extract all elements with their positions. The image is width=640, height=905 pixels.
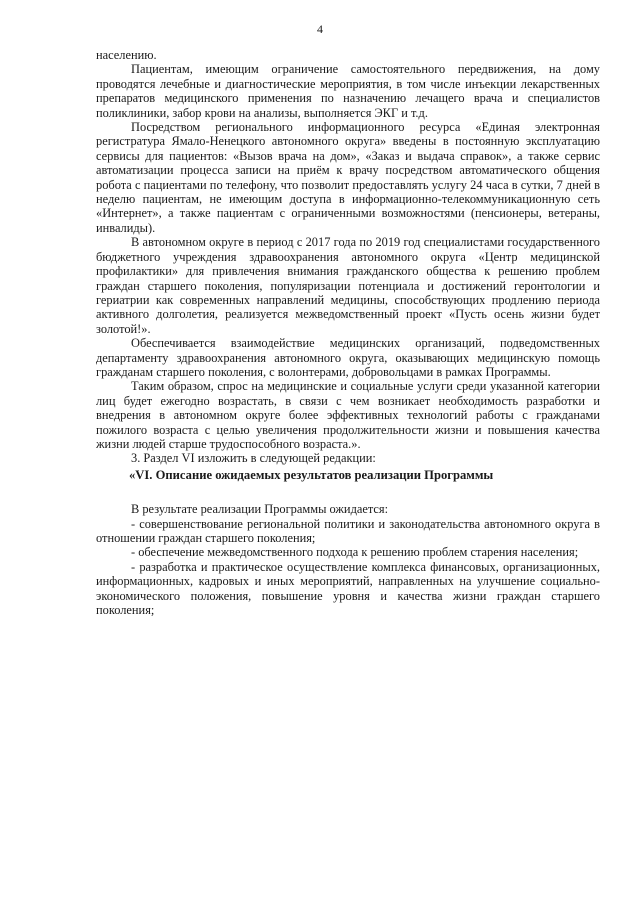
page-number: 4 [317, 22, 323, 36]
spacer [96, 482, 600, 502]
document-body [96, 48, 600, 617]
paragraph: Посредством регионального информационного ресурса «Единая электронная регистратура Ямало-Ненецкого автономного округа» введены в постоянную эксплуатацию сервисы для пациентов: «Вызов врача на дом», «Заказ и выдача справок», а также сервис автоматизации процесса записи на приём к врачу посредством автоматического общения робота с пациентами по телефону, что позволит предоставлять услугу 24 часа в сутки, 7 дней в неделю пациентам, не имеющим доступа в информационно-телекоммуникационную сеть «Интернет», а также пациентам с ограниченными возможностями (пенсионеры, ветераны, инвалиды). [96, 120, 600, 235]
paragraphs-top [96, 48, 600, 466]
paragraphs-bottom [96, 502, 600, 617]
paragraph: 3. Раздел VI изложить в следующей редакции: [131, 451, 376, 466]
paragraph: Обеспечивается взаимодействие медицинских организаций, подведомственных департаменту здравоохранения автономного округа, оказывающих медицинскую помощь гражданам старшего поколения, с волонтерами, добровольцами в рамках Программы. [96, 336, 600, 379]
paragraph: Таким образом, спрос на медицинские и социальные услуги среди указанной категории лиц будет ежегодно возрастать, в связи с чем возникает необходимость разработки и внедрения в автономном округе более эффективных технологий работы с гражданами пожилого возраста с целью увеличения продолжительности жизни и повышения качества жизни людей старше трудоспособного возраста.». [96, 379, 600, 451]
paragraph: В автономном округе в период с 2017 года по 2019 год специалистами государственного бюджетного учреждения здравоохранения автономного округа «Центр медицинской профилактики» для привлечения внимания гражданского общества к решению проблем граждан старшего поколения, популяризации потенциала и достижений геронтологии и гериатрии как современных направлений медицины, способствующих продлению периода активного долголетия, реализуется межведомственный проект «Пусть осень жизни будет золотой!». [96, 235, 600, 336]
paragraph: Пациентам, имеющим ограничение самостоятельного передвижения, на дому проводятся лечебные и диагностические мероприятия, в том числе инъекции лекарственных препаратов медицинского применения по назначению лечащего врача и специалистов поликлиники, забор крови на анализы, выполняется ЭКГ и т.д. [96, 62, 600, 120]
paragraph: населению. [96, 48, 157, 62]
list-item: - разработка и практическое осуществление комплекса финансовых, организационных, информационных, кадровых и иных мероприятий, направленных на улучшение социально-экономического положения, повышение уровня и качества жизни граждан старшего поколения; [96, 559, 600, 618]
list-item: - обеспечение межведомственного подхода к решению проблем старения населения; [131, 545, 579, 560]
list-item: - совершенствование региональной политики и законодательства автономного округа в отношении граждан старшего поколения; [96, 516, 600, 545]
paragraph: В результате реализации Программы ожидается: [131, 502, 389, 517]
section-heading: «VI. Описание ожидаемых результатов реализации Программы [129, 467, 494, 482]
